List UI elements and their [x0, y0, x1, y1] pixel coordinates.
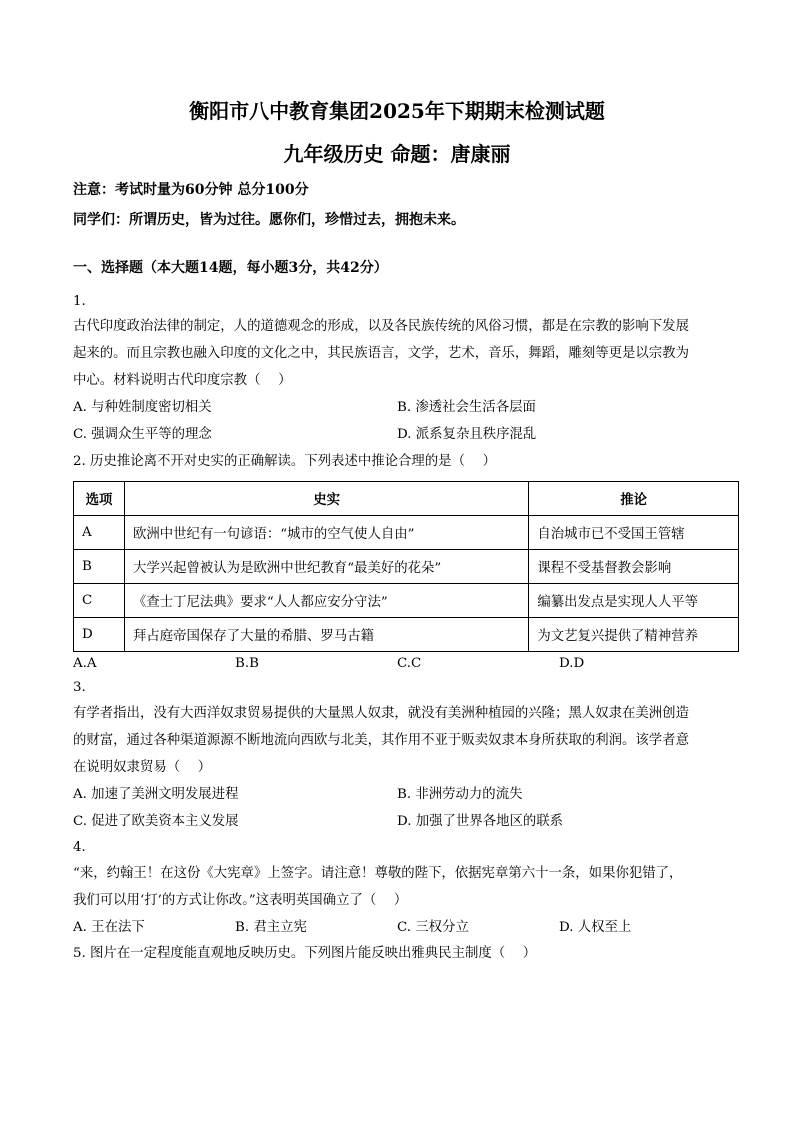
q2-option-c: C.C	[397, 656, 422, 671]
table-cell: 为文艺复兴提供了精神营养	[529, 618, 739, 652]
table-cell: C	[74, 584, 125, 618]
q3-stem-line: 在说明奴隶贸易（ ）	[73, 760, 212, 775]
q1-stem-line: 中心。材料说明古代印度宗教（ ）	[73, 373, 292, 388]
q2-option-a: A.A	[73, 656, 97, 671]
table-row	[74, 516, 739, 550]
q3-stem-line: 的财富，通过各种渠道源源不断地流向西欧与北美，其作用不亚于贩卖奴隶本身所获取的利润。该学者意	[73, 733, 689, 748]
table-header-cell: 史实	[124, 482, 528, 516]
q2-option-d: D.D	[559, 656, 585, 671]
table-row	[74, 618, 739, 652]
table-header-row	[74, 482, 739, 516]
q4-option-b: B. 君主立宪	[235, 920, 307, 935]
table-header-cell: 选项	[74, 482, 125, 516]
q2-table	[73, 481, 739, 652]
q4-option-a: A. 王在法下	[73, 920, 145, 935]
table-cell: 欧洲中世纪有一句谚语：“城市的空气使人自由”	[124, 516, 528, 550]
table-cell: 编纂出发点是实现人人平等	[529, 584, 739, 618]
q3-stem-line: 有学者指出，没有大西洋奴隶贸易提供的大量黑人奴隶，就没有美洲种植园的兴隆；黑人奴隶在美洲创造	[73, 706, 689, 721]
q4-option-c: C. 三权分立	[397, 920, 469, 935]
q1-option-c: C. 强调众生平等的理念	[73, 427, 212, 442]
q1-option-d: D. 派系复杂且秩序混乱	[397, 427, 537, 442]
q1-stem-line: 起来的。而且宗教也融入印度的文化之中，其民族语言，文学，艺术，音乐，舞蹈，雕刻等更是以宗教为	[73, 346, 689, 361]
q1-option-a: A. 与种姓制度密切相关	[73, 400, 212, 415]
exam-note: 注意：考试时量为60分钟 总分100分	[73, 182, 309, 198]
q1-number: 1.	[73, 294, 86, 309]
table-cell: 《查士丁尼法典》要求“人人都应安分守法”	[124, 584, 528, 618]
q4-stem-line: 我们可以用‘打’的方式让你改。”这表明英国确立了（ ）	[73, 893, 408, 908]
table-cell: 拜占庭帝国保存了大量的希腊、罗马古籍	[124, 618, 528, 652]
table-cell: B	[74, 550, 125, 584]
table-cell: D	[74, 618, 125, 652]
q1-stem-line: 古代印度政治法律的制定，人的道德观念的形成，以及各民族传统的风俗习惯，都是在宗教的影响下发展	[73, 319, 689, 334]
q3-option-c: C. 促进了欧美资本主义发展	[73, 814, 239, 829]
table-cell: 大学兴起曾被认为是欧洲中世纪教育“最美好的花朵”	[124, 550, 528, 584]
q3-option-b: B. 非洲劳动力的流失	[397, 787, 523, 802]
q3-number: 3.	[73, 680, 86, 695]
q3-option-a: A. 加速了美洲文明发展进程	[73, 787, 239, 802]
table-header-cell: 推论	[529, 482, 739, 516]
q4-number: 4.	[73, 840, 86, 855]
q3-option-d: D. 加强了世界各地区的联系	[397, 814, 564, 829]
q4-option-d: D. 人权至上	[559, 920, 632, 935]
q4-stem-line: “来，约翰王！在这份《大宪章》上签字。请注意！尊敬的陛下，依据宪章第六十一条，如果你犯错了，	[73, 866, 683, 881]
table-cell: 课程不受基督教会影响	[529, 550, 739, 584]
exam-title: 衡阳市八中教育集团2025年下期期末检测试题	[189, 99, 605, 123]
q2-stem: 2. 历史推论离不开对史实的正确解读。下列表述中推论合理的是（ ）	[73, 454, 497, 469]
section-heading: 一、选择题（本大题14题，每小题3分，共42分）	[73, 260, 388, 276]
q1-option-b: B. 渗透社会生活各层面	[397, 400, 536, 415]
q5-stem: 5. 图片在一定程度能直观地反映历史。下列图片能反映出雅典民主制度（ ）	[73, 946, 537, 961]
exam-subtitle: 九年级历史 命题：唐康丽	[283, 142, 511, 166]
table-cell: 自治城市已不受国王管辖	[529, 516, 739, 550]
table-row	[74, 584, 739, 618]
q2-option-b: B.B	[235, 656, 259, 671]
exam-motto: 同学们：所谓历史，皆为过往。愿你们，珍惜过去，拥抱未来。	[73, 212, 465, 228]
table-row	[74, 550, 739, 584]
table-cell: A	[74, 516, 125, 550]
